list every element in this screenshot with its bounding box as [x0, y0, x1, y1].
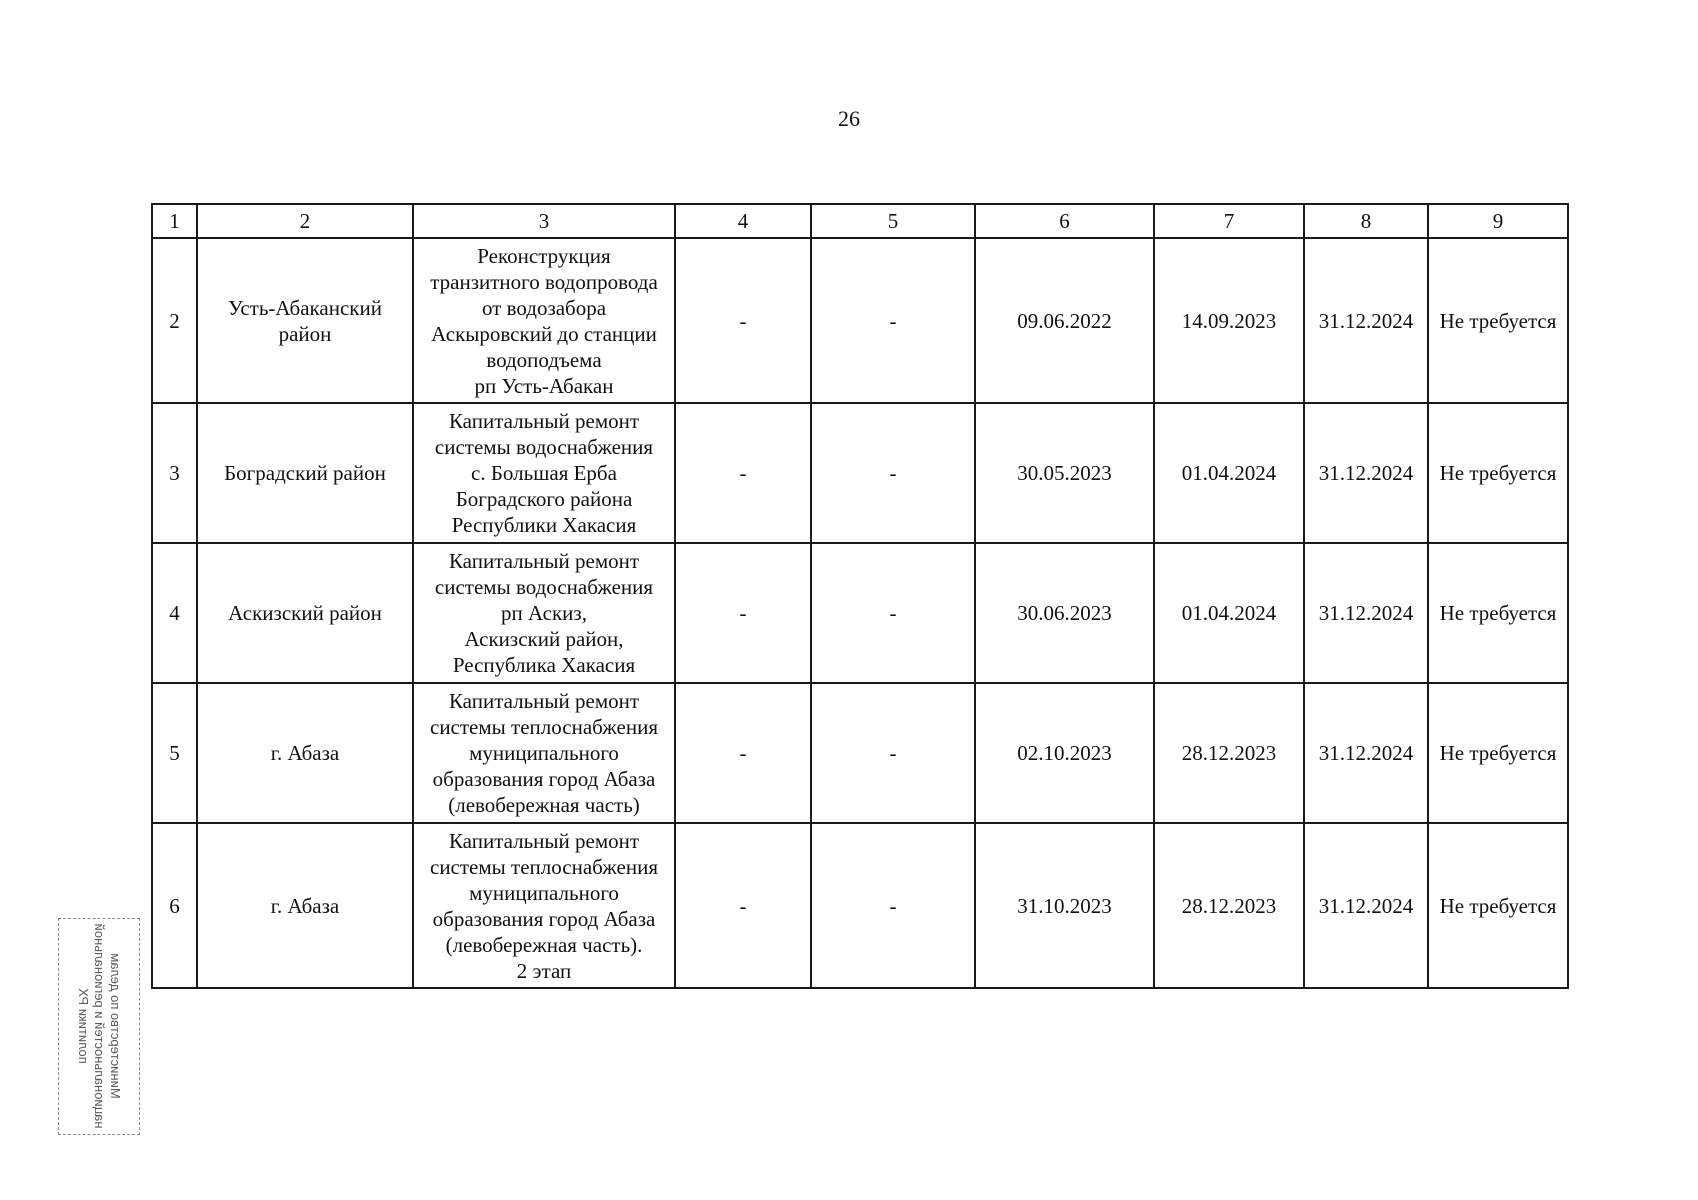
date-column-8-cell: 31.12.2024 — [1304, 238, 1428, 403]
row-number: 3 — [152, 403, 197, 543]
row-number: 6 — [152, 823, 197, 988]
page-number: 26 — [838, 106, 860, 131]
row-number: 2 — [152, 238, 197, 403]
column-4-cell: - — [675, 543, 811, 683]
column-5-cell: - — [811, 683, 975, 823]
date-column-6-cell: 30.05.2023 — [975, 403, 1154, 543]
stamp-text: Министерство по делам национальностей и региональной политики РХ — [76, 923, 123, 1129]
column-header: 4 — [675, 204, 811, 238]
column-4-cell: - — [675, 823, 811, 988]
column-9-cell: Не требуется — [1428, 823, 1568, 988]
district-cell: г. Абаза — [197, 823, 413, 988]
project-cell: Капитальный ремонт системы водоснабжения рп Аскиз, Аскизский район, Республика Хакасия — [413, 543, 675, 683]
date-column-8-cell: 31.12.2024 — [1304, 823, 1428, 988]
column-header: 8 — [1304, 204, 1428, 238]
date-column-7-cell: 01.04.2024 — [1154, 543, 1304, 683]
date-column-6-cell: 09.06.2022 — [975, 238, 1154, 403]
table-header-row — [152, 204, 1568, 238]
column-4-cell: - — [675, 403, 811, 543]
column-header: 5 — [811, 204, 975, 238]
project-cell: Капитальный ремонт системы теплоснабжения муниципального образования город Абаза (левобережная часть) — [413, 683, 675, 823]
column-header: 2 — [197, 204, 413, 238]
project-cell: Реконструкция транзитного водопровода от водозабора Аскыровский до станции водоподъема рп Усть-Абакан — [413, 238, 675, 403]
project-cell: Капитальный ремонт системы водоснабжения с. Большая Ерба Боградского района Республики Хакасия — [413, 403, 675, 543]
date-column-6-cell: 02.10.2023 — [975, 683, 1154, 823]
date-column-8-cell: 31.12.2024 — [1304, 543, 1428, 683]
data-table — [151, 203, 1569, 989]
district-cell: г. Абаза — [197, 683, 413, 823]
table-row — [152, 683, 1568, 823]
column-header: 1 — [152, 204, 197, 238]
date-column-6-cell: 30.06.2023 — [975, 543, 1154, 683]
column-9-cell: Не требуется — [1428, 543, 1568, 683]
date-column-8-cell: 31.12.2024 — [1304, 683, 1428, 823]
district-cell: Боградский район — [197, 403, 413, 543]
row-number: 5 — [152, 683, 197, 823]
column-header: 7 — [1154, 204, 1304, 238]
column-9-cell: Не требуется — [1428, 683, 1568, 823]
column-5-cell: - — [811, 403, 975, 543]
column-5-cell: - — [811, 823, 975, 988]
table-row — [152, 823, 1568, 988]
date-column-7-cell: 28.12.2023 — [1154, 823, 1304, 988]
date-column-6-cell: 31.10.2023 — [975, 823, 1154, 988]
date-column-8-cell: 31.12.2024 — [1304, 403, 1428, 543]
column-header: 3 — [413, 204, 675, 238]
column-5-cell: - — [811, 238, 975, 403]
column-9-cell: Не требуется — [1428, 238, 1568, 403]
project-cell: Капитальный ремонт системы теплоснабжения муниципального образования город Абаза (левобережная часть). 2 этап — [413, 823, 675, 988]
column-4-cell: - — [675, 683, 811, 823]
date-column-7-cell: 01.04.2024 — [1154, 403, 1304, 543]
table-row — [152, 403, 1568, 543]
district-cell: Аскизский район — [197, 543, 413, 683]
date-column-7-cell: 14.09.2023 — [1154, 238, 1304, 403]
district-cell: Усть-Абаканский район — [197, 238, 413, 403]
ministry-stamp — [58, 918, 140, 1135]
column-9-cell: Не требуется — [1428, 403, 1568, 543]
table-row — [152, 238, 1568, 403]
column-4-cell: - — [675, 238, 811, 403]
date-column-7-cell: 28.12.2023 — [1154, 683, 1304, 823]
column-header: 9 — [1428, 204, 1568, 238]
table-row — [152, 543, 1568, 683]
row-number: 4 — [152, 543, 197, 683]
column-5-cell: - — [811, 543, 975, 683]
column-header: 6 — [975, 204, 1154, 238]
